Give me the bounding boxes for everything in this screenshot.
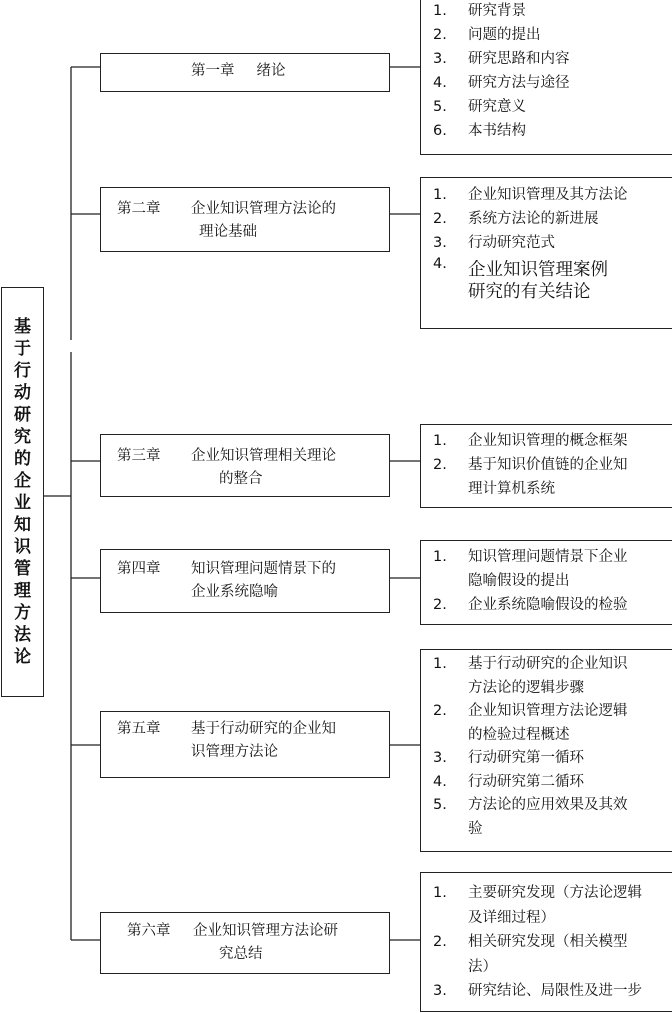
chapter-1-topics — [420, 0, 672, 155]
topic-item: 2. 问题的提出 — [433, 27, 541, 43]
topic-item: 4. 研究方法与途径 — [433, 75, 570, 91]
root-title-char: 知 — [14, 515, 31, 535]
chapter-3-title-line2: 的整合 — [219, 471, 263, 487]
root-title-char: 企 — [14, 471, 31, 491]
topic-item: 6. 本书结构 — [433, 123, 526, 139]
topic-item: 4. 企业知识管理案例 研究的有关结论 — [433, 256, 608, 302]
chapter-6-title-line2: 究总结 — [219, 946, 263, 962]
root-title-char: 识 — [14, 537, 31, 557]
chapter-5-label: 第五章 — [117, 721, 161, 737]
topic-item: 2. 相关研究发现（相关模型 法） — [433, 934, 628, 975]
chapter-2-title-line2: 理论基础 — [199, 224, 257, 240]
topic-item: 1. 知识管理问题情景下企业 隐喻假设的提出 — [433, 549, 628, 589]
topic-item: 2. 企业知识管理方法论逻辑 的检验过程概述 — [433, 703, 628, 743]
topic-item: 3. 行动研究范式 — [433, 235, 555, 251]
chapter-5-box — [100, 711, 390, 778]
chapter-2-topics — [420, 177, 672, 329]
chapter-4-label: 第四章 — [117, 561, 161, 577]
chapter-3-box — [100, 434, 390, 497]
root-title-char: 业 — [14, 493, 31, 513]
topic-item: 2. 基于知识价值链的企业知 理计算机系统 — [433, 457, 628, 497]
chapter-5-topics — [420, 649, 672, 852]
chapter-1-title: 绪论 — [256, 63, 286, 79]
root-title-char: 行 — [14, 361, 31, 381]
chapter-2-label: 第二章 — [117, 201, 161, 217]
topic-item: 3. 行动研究第一循环 — [433, 750, 584, 766]
topic-item: 4. 行动研究第二循环 — [433, 773, 584, 790]
chapter-2-box — [100, 187, 390, 252]
chapter-3-topics — [420, 424, 672, 508]
topic-item: 1. 主要研究发现（方法论逻辑 及详细过程） — [433, 885, 642, 926]
topic-item: 2. 企业系统隐喻假设的检验 — [433, 597, 628, 613]
chapter-4-title-line1: 知识管理问题情景下的 — [191, 561, 336, 577]
topic-item: 5. 研究意义 — [433, 99, 526, 115]
chapter-2-title-line1: 企业知识管理方法论的 — [191, 201, 336, 217]
chapter-5-title-line1: 基于行动研究的企业知 — [191, 721, 336, 737]
root-title-char: 于 — [14, 339, 31, 359]
chapter-4-title-line2: 企业系统隐喻 — [191, 584, 278, 600]
chapter-4-topics — [420, 540, 672, 625]
chapter-1-label: 第一章 — [191, 63, 235, 79]
chapter-6-title-line1: 企业知识管理方法论研 — [193, 923, 338, 939]
root-title-char: 基 — [14, 317, 31, 337]
chapter-6-box — [100, 912, 390, 974]
topic-item: 5. 方法论的应用效果及其效 验 — [433, 797, 628, 837]
root-title-char: 方 — [14, 603, 31, 623]
topic-item: 2. 系统方法论的新进展 — [433, 211, 599, 227]
topic-item: 3. 研究结论、局限性及进一步 — [433, 983, 642, 999]
root-title-char: 究 — [14, 427, 31, 447]
chapter-5-title-line2: 识管理方法论 — [191, 744, 278, 760]
chapter-1-box — [100, 53, 390, 92]
root-title-char: 论 — [14, 647, 31, 667]
topic-item: 1. 企业知识管理及其方法论 — [433, 187, 628, 203]
root-title-char: 动 — [14, 383, 31, 403]
chapter-6-label: 第六章 — [127, 923, 171, 939]
topic-item: 1. 企业知识管理的概念框架 — [433, 433, 628, 449]
root-title-char: 的 — [14, 449, 31, 469]
root-title-char: 法 — [14, 625, 31, 645]
root-title-char: 理 — [14, 581, 31, 601]
chapter-3-title-line1: 企业知识管理相关理论 — [191, 448, 336, 464]
topic-item: 3. 研究思路和内容 — [433, 51, 570, 67]
root-node — [1, 287, 44, 697]
chapter-3-label: 第三章 — [117, 448, 161, 464]
root-title-char: 研 — [14, 405, 31, 425]
root-title-char: 管 — [14, 559, 31, 579]
chapter-6-topics — [420, 872, 672, 1012]
topic-item: 1. 基于行动研究的企业知识 方法论的逻辑步骤 — [433, 656, 628, 696]
chapter-4-box — [100, 549, 390, 613]
topic-item: 1. 研究背景 — [433, 3, 526, 19]
